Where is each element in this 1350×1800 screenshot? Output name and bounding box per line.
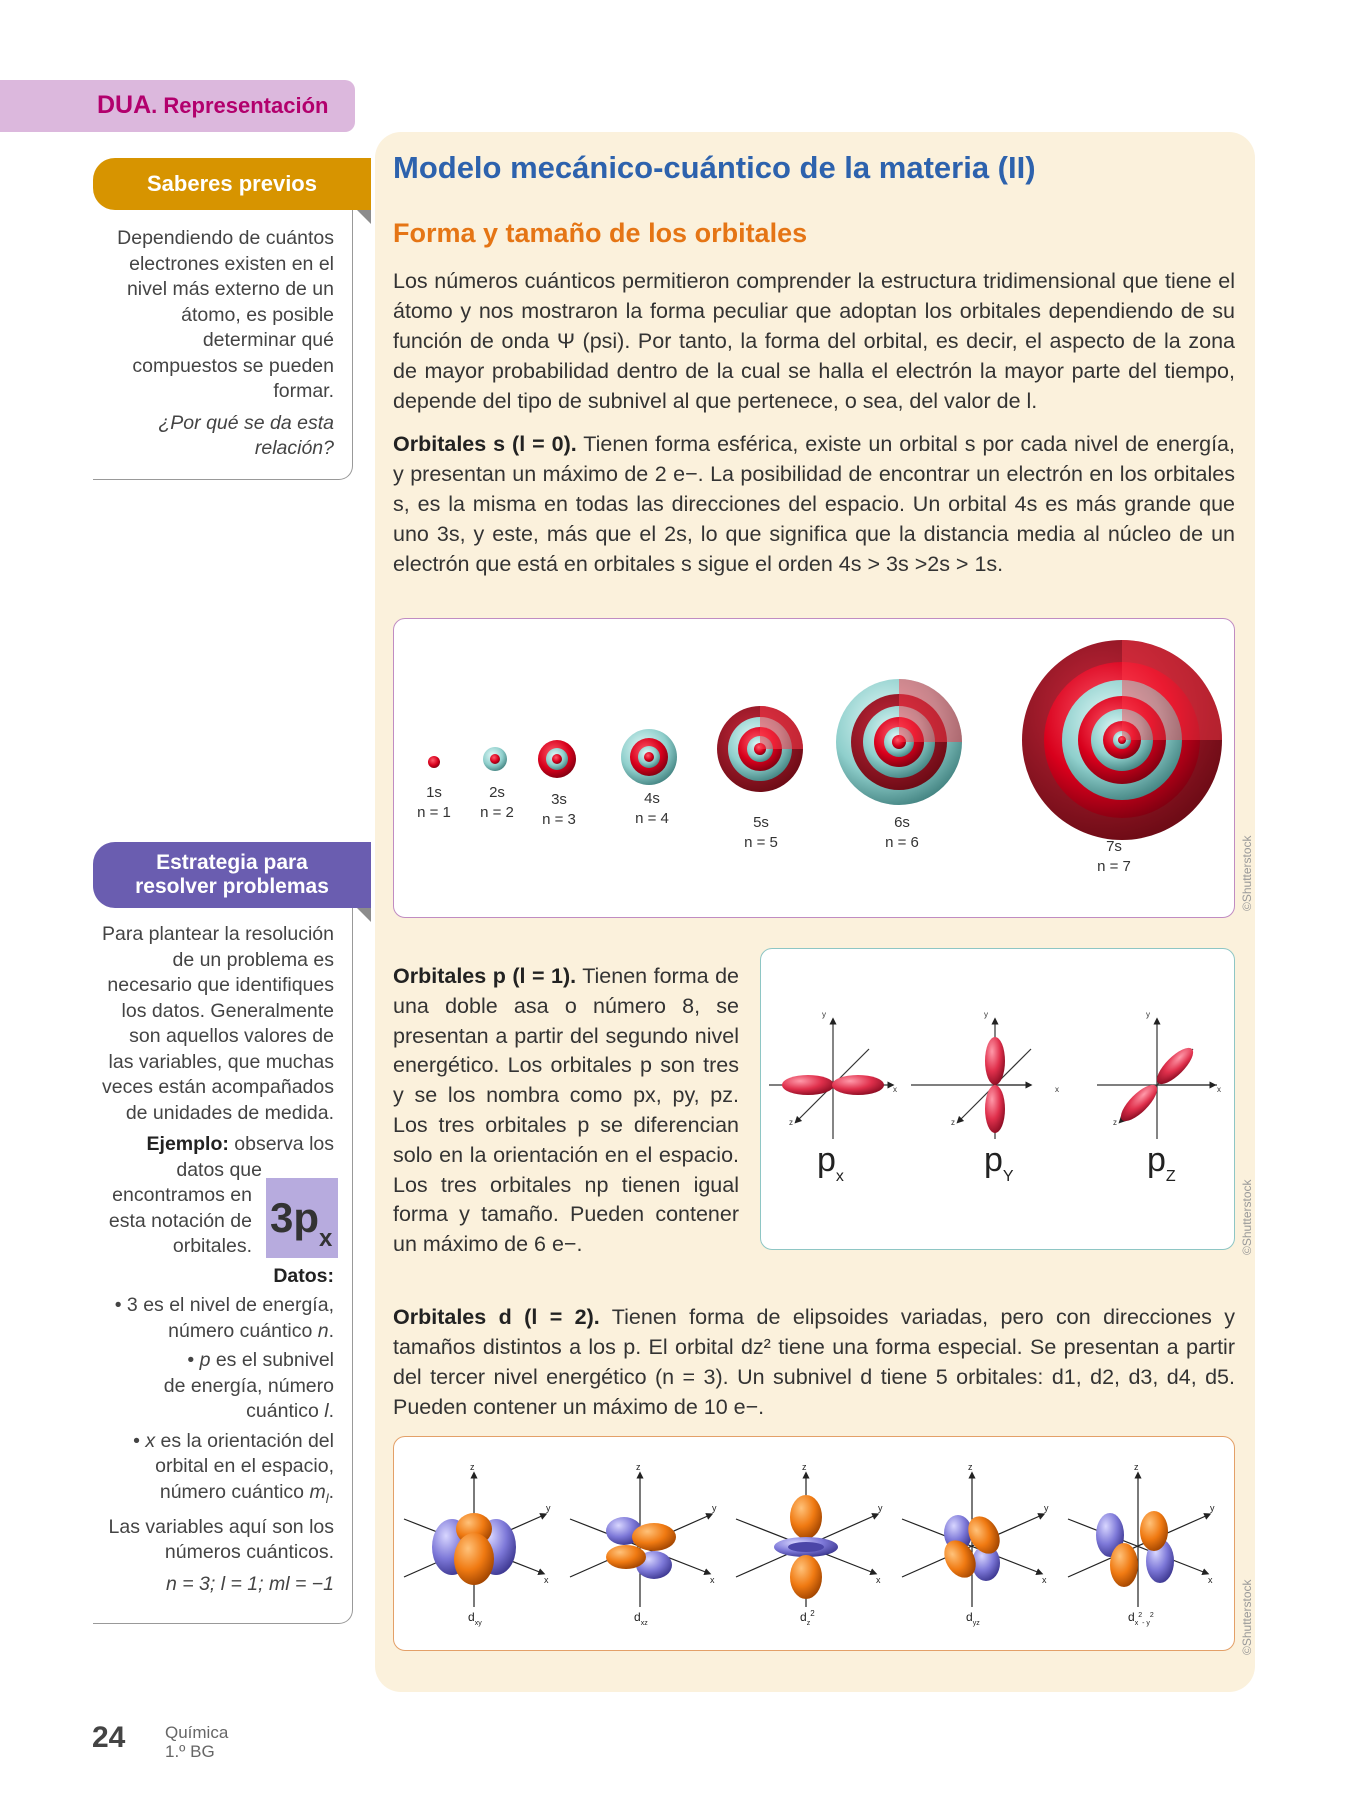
label-dxy: $d_{xy}$ [468,1610,482,1627]
svg-text:z: z [951,1118,955,1127]
py-orbital [911,1010,1059,1185]
label-n5: n = 5 [744,834,778,851]
svg-text:x: x [876,1575,881,1585]
orbital-1s [428,756,440,768]
orbitales-p-paragraph: Orbitales p (l = 1). Tienen forma de una doble asa o número 8, se presentan a partir del segundo nivel energético. Los orbitales p son tres y se los nombra como px, py, pz. Los tres orbitales p se diferencian solo en la orientación en el espacio. Los tres orbitales np tienen igual forma y tamaño. Pueden contener un máximo de 6 e−. [393,964,739,1257]
label-n7: n = 7 [1097,858,1131,875]
section-subtitle: Forma y tamaño de los orbitales [393,218,808,248]
orbital-2s [483,747,507,771]
saberes-previos-title: Saberes previos [93,158,371,210]
orbital-3s [538,740,576,778]
intro-paragraph: Los números cuánticos permitieron comprender la estructura tridimensional que tiene el átomo y nos mostraron la forma peculiar que adoptan los orbitales dependiendo de su función de onda Ψ (psi). Por tanto, la forma del orbital, es decir, el aspecto de la zona de mayor probabilidad dentro de la cual se halla el electrón la mayor parte del tiempo, depende del tipo de subnivel al que pertenece, o sea, del valor de l. [393,269,1235,413]
orbital-4s [621,729,677,785]
orbital-7s [1022,640,1222,840]
dx2-y2-orbital [1068,1462,1215,1627]
svg-text:x: x [544,1575,549,1585]
svg-text:x: x [893,1085,897,1094]
pz-orbital [1097,1010,1221,1185]
svg-text:z: z [968,1462,973,1472]
label-1s: 1s [426,784,442,801]
dua-label: DUA. Representación [97,91,329,119]
d-orbitals-diagram [394,1437,1236,1652]
orbital-5s [717,706,803,792]
saberes-previos-text: Dependiendo de cuántos electrones existen en el nivel más externo de un átomo, es posible determinar qué compuestos se pueden formar. ¿Por qué se da esta relación? [94,226,334,462]
label-5s: 5s [753,814,769,831]
label-6s: 6s [894,814,910,831]
svg-text:y: y [1146,1010,1150,1019]
label-n6: n = 6 [885,834,919,851]
orbitales-d-paragraph: Orbitales d (l = 2). Tienen forma de elipsoides variadas, pero con direcciones y tamaños distintos a los p. El orbital dz² tiene una forma especial. Se presentan a partir del tercer nivel energético (n = 3). Un subnivel d tiene 5 orbitales: d1, d2, d3, d4, d5. Pueden contener un máximo de 10 e−. [393,1305,1235,1419]
orbital-6s [836,679,962,805]
label-4s: 4s [644,790,660,807]
svg-text:x: x [1217,1085,1221,1094]
datos-label: Datos: [273,1264,334,1287]
example-formula: n = 3; l = 1; ml = −1 [165,1572,334,1595]
svg-text:x: x [1055,1085,1059,1094]
saberes-question: ¿Por qué se da esta [158,411,334,434]
dxy-orbital [404,1462,551,1627]
svg-text:y: y [1210,1503,1215,1513]
dua-tab [0,80,355,132]
label-py: $p_Y$ [984,1141,1014,1185]
label-dx2-y2: $d_x^2_{- y}^2$ [1128,1610,1154,1627]
px-orbital [769,949,897,1185]
3px-notation-badge: $3p_x$ [266,1178,338,1258]
label-n2: n = 2 [480,804,514,821]
svg-text:z: z [636,1462,641,1472]
dyz-orbital [902,1462,1049,1627]
dxz-orbital [570,1462,717,1627]
s-orbitals-diagram [394,619,1236,919]
label-dz2: $d_z^2$ [800,1609,815,1627]
estrategia-title: Estrategia para resolver problemas [93,842,371,908]
svg-text:z: z [1113,1118,1117,1127]
label-2s: 2s [489,784,505,801]
label-dxz: $d_{xz}$ [634,1610,648,1627]
saberes-previos-box [93,158,353,480]
svg-text:y: y [878,1503,883,1513]
label-3s: 3s [551,791,567,808]
svg-text:y: y [984,1010,988,1019]
label-n1: n = 1 [417,804,451,821]
page-title: Modelo mecánico-cuántico de la materia (II) [393,150,1036,185]
svg-text:y: y [712,1503,717,1513]
label-px: $p_x$ [817,1141,844,1185]
orbitales-s-paragraph: Orbitales s (l = 0). Tienen forma esférica, existe un orbital s por cada nivel de energía, y presentan un máximo de 2 e−. La posibilidad de encontrar un electrón en los orbitales s, es la misma en todas las direcciones del espacio. Un orbital 4s es más grande que uno 3s, y este, más que el 2s, lo que significa que la distancia media al núcleo de un electrón que está en orbitales s sigue el orden 4s > 3s >2s > 1s. [393,432,1235,576]
svg-text:x: x [1208,1575,1213,1585]
svg-text:z: z [789,1118,793,1127]
svg-text:z: z [802,1462,807,1472]
credit-d-figure: ©Shutterstock [1240,1579,1254,1655]
svg-text:y: y [1044,1503,1049,1513]
credit-s-figure: ©Shutterstock [1240,835,1254,911]
svg-text:z: z [1134,1462,1139,1472]
p-orbitals-diagram [761,949,1236,1251]
page-number: 24 [92,1721,126,1754]
p-orbitals-figure [760,948,1235,1250]
d-orbitals-figure [393,1436,1235,1651]
label-n4: n = 4 [635,810,669,827]
svg-text:y: y [546,1503,551,1513]
subject-label: Química 1.º BG [165,1723,229,1761]
label-n3: n = 3 [542,811,576,828]
s-orbitals-figure [393,618,1235,918]
svg-text:y: y [822,1010,826,1019]
svg-text:z: z [470,1462,475,1472]
label-7s: 7s [1106,838,1122,855]
dz2-orbital [736,1462,883,1627]
credit-p-figure: ©Shutterstock [1240,1179,1254,1255]
estrategia-text: Para plantear la resolución de un problema es necesario que identifiques los datos. Generalmente son aquellos valores de las variables, que muchas veces están acompañados de unidades de medida. Ejemplo: observa los datos que encontramos en esta notación de orbitales. Datos: • 3 es el nivel de energía, número cuántico n. • p es el subnivel de energía, número cuántico l. • x es la orientación del orbital en el espacio, número cuántico $m_l$. Las variables aquí son los números cuánticos. n = 3; l = 1; ml = −1 [84,922,334,1597]
label-dyz: $d_{yz}$ [966,1610,980,1627]
label-pz: $p_Z$ [1147,1141,1176,1185]
svg-text:x: x [1042,1575,1047,1585]
svg-text:x: x [710,1575,715,1585]
